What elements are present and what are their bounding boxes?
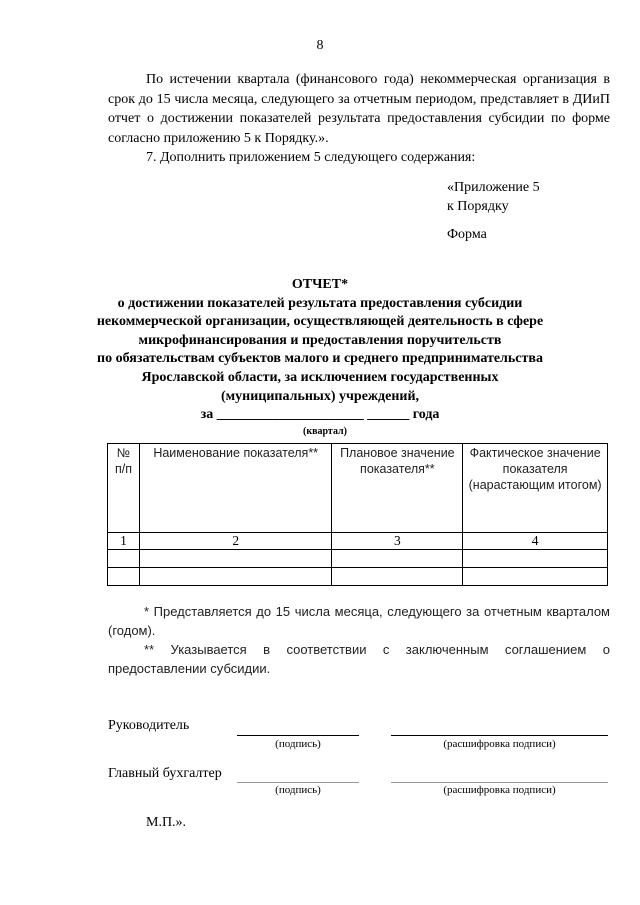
- title-line: о достижении показателей результата предоставления субсидии: [117, 295, 523, 311]
- body-text: [108, 70, 610, 168]
- title-line: (муниципальных) учреждений,: [220, 388, 420, 404]
- header-cell-actual: Фактическое значение показателя (нарастающим итогом): [463, 444, 608, 533]
- footnote: ** Указывается в соответствии с заключенным соглашением о предоставлении субсидии.: [108, 642, 610, 676]
- report-table: [107, 443, 608, 586]
- table-cell[interactable]: [139, 568, 332, 586]
- footnotes: [108, 602, 610, 678]
- table-row: [108, 568, 608, 586]
- paragraph-report-deadline: По истечении квартала (финансового года) некоммерческая организация в срок до 15 числа месяца, следующего за отчетным периодом, представляет в ДИиП отчет о достижении показателей результата предоставления субсидии по форме согласно приложению 5 к Порядку.».: [108, 72, 610, 146]
- form-label: Форма: [447, 227, 487, 242]
- table-cell[interactable]: [139, 550, 332, 568]
- period-suffix: года: [412, 407, 440, 423]
- table-cell[interactable]: [463, 568, 608, 586]
- paragraph-item-7: 7. Дополнить приложением 5 следующего содержания:: [146, 150, 476, 166]
- title-line: некоммерческой организации, осуществляющей деятельность в сфере: [96, 314, 544, 330]
- report-title: [90, 276, 550, 438]
- column-number-cell: 2: [139, 533, 332, 550]
- table-header-row: [108, 444, 608, 533]
- column-number-cell: 3: [332, 533, 463, 550]
- column-number-cell: 4: [463, 533, 608, 550]
- title-line: по обязательствам субъектов малого и среднего предпринимательства: [97, 351, 543, 367]
- header-cell-planned: Плановое значение показателя**: [332, 444, 463, 533]
- head-sign-caption: (подпись): [275, 738, 321, 750]
- column-number-cell: 1: [108, 533, 140, 550]
- title-line: микрофинансирования и предоставления поручительств: [138, 332, 502, 348]
- table-cell[interactable]: [332, 550, 463, 568]
- stamp-place: М.П.».: [146, 815, 187, 830]
- page-number: 8: [316, 38, 324, 53]
- accountant-name-line[interactable]: [391, 782, 608, 783]
- head-decode-caption: (расшифровка подписи): [443, 738, 556, 750]
- report-heading: ОТЧЕТ*: [291, 277, 349, 292]
- head-label: Руководитель: [108, 718, 190, 733]
- accountant-label: Главный бухгалтер: [108, 766, 222, 781]
- header-cell-indicator: Наименование показателя**: [139, 444, 332, 533]
- appendix-order-line: к Порядку: [447, 199, 509, 214]
- year-blank: ______: [367, 407, 410, 423]
- accountant-decode-caption: (расшифровка подписи): [443, 784, 556, 796]
- footnote: * Представляется до 15 числа месяца, следующего за отчетным кварталом (годом).: [108, 604, 610, 638]
- table-cell[interactable]: [108, 550, 140, 568]
- table-cell[interactable]: [332, 568, 463, 586]
- appendix-reference: [447, 178, 540, 216]
- table-row: [108, 533, 608, 550]
- accountant-sign-caption: (подпись): [275, 784, 321, 796]
- table-row: [108, 550, 608, 568]
- header-cell-number: № п/п: [108, 444, 140, 533]
- accountant-signature-line[interactable]: [237, 782, 359, 783]
- head-name-line[interactable]: [391, 735, 608, 736]
- quarter-caption: (квартал): [303, 425, 347, 437]
- table-cell[interactable]: [463, 550, 608, 568]
- period-prefix: за: [200, 407, 214, 423]
- quarter-blank: _____________________: [216, 407, 364, 423]
- title-line: Ярославской области, за исключением государственных: [141, 369, 499, 385]
- report-period: [90, 406, 550, 425]
- table-cell[interactable]: [108, 568, 140, 586]
- appendix-line: «Приложение 5: [447, 180, 540, 195]
- head-signature-line[interactable]: [237, 735, 359, 736]
